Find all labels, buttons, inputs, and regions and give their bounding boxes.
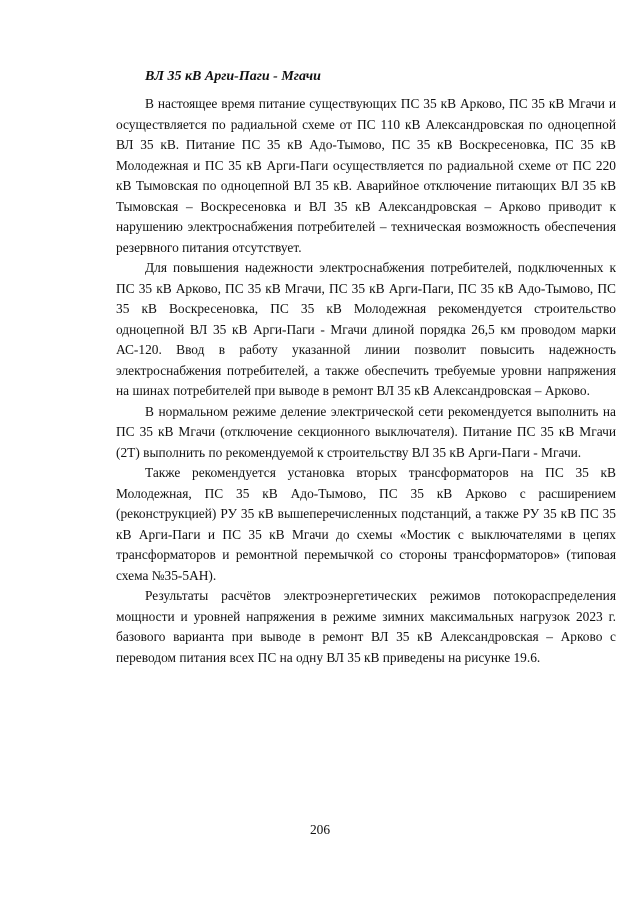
paragraph-calculation-results: Результаты расчётов электроэнергетических режимов потокораспределения мощности и уровней напряжения в режиме зимних максимальных нагрузок 2023 г. базового варианта при выводе в ремонт ВЛ 35 кВ Александровская – Арково с переводом питания всех ПС на одну ВЛ 35 кВ приведены на рисунке 19.6. [116, 588, 616, 665]
section-heading: ВЛ 35 кВ Арги-Паги - Мгачи [145, 69, 321, 84]
paragraph-normal-mode: В нормальном режиме деление электрической сети рекомендуется выполнить на ПС 35 кВ Мгачи (отключение секционного выключателя). Питание ПС 35 кВ Мгачи (2Т) выполнить по рекомендуемой к строительству ВЛ 35 кВ Арги-Паги - Мгачи. [116, 403, 616, 460]
body-text [116, 94, 616, 668]
paragraph-current-supply: В настоящее время питание существующих ПС 35 кВ Арково, ПС 35 кВ Мгачи и осуществляется по радиальной схеме от ПС 110 кВ Александровская по одноцепной ВЛ 35 кВ. Питание ПС 35 кВ Адо-Тымово, ПС 35 кВ Воскресеновка, ПС 35 кВ Молодежная и ПС 35 кВ Арги-Паги осуществляется по радиальной схеме от ПС 220 кВ Тымовская по одноцепной ВЛ 35 кВ. Аварийное отключение питающих ВЛ 35 кВ Тымовская – Воскресеновка и ВЛ 35 кВ Александровская – Арково приводит к нарушению электроснабжения потребителей – техническая возможность обеспечения резервного питания отсутствует. [116, 96, 616, 255]
page-number: 206 [309, 822, 331, 837]
paragraph-second-transformers: Также рекомендуется установка вторых трансформаторов на ПС 35 кВ Молодежная, ПС 35 кВ Адо-Тымово, ПС 35 кВ Арково с расширением (реконструкцией) РУ 35 кВ вышеперечисленных подстанций, а также РУ 35 кВ ПС 35 кВ Арги-Паги и ПС 35 кВ Мгачи до схемы «Мостик с выключателями в цепях трансформаторов и ремонтной перемычкой со стороны трансформаторов» (типовая схема №35-5АН). [116, 465, 616, 583]
paragraph-reliability-improvement: Для повышения надежности электроснабжения потребителей, подключенных к ПС 35 кВ Арково, ПС 35 кВ Мгачи, ПС 35 кВ Арги-Паги, ПС 35 кВ Адо-Тымово, ПС 35 кВ Воскресеновка, ПС 35 кВ Молодежная рекомендуется строительство одноцепной ВЛ 35 кВ Арги-Паги - Мгачи длиной порядка 26,5 км проводом марки АС-120. Ввод в работу указанной линии позволит повысить надежность электроснабжения потребителей, а также обеспечить требуемые уровни напряжения на шинах потребителей при выводе в ремонт ВЛ 35 кВ Александровская – Арково. [116, 260, 616, 398]
